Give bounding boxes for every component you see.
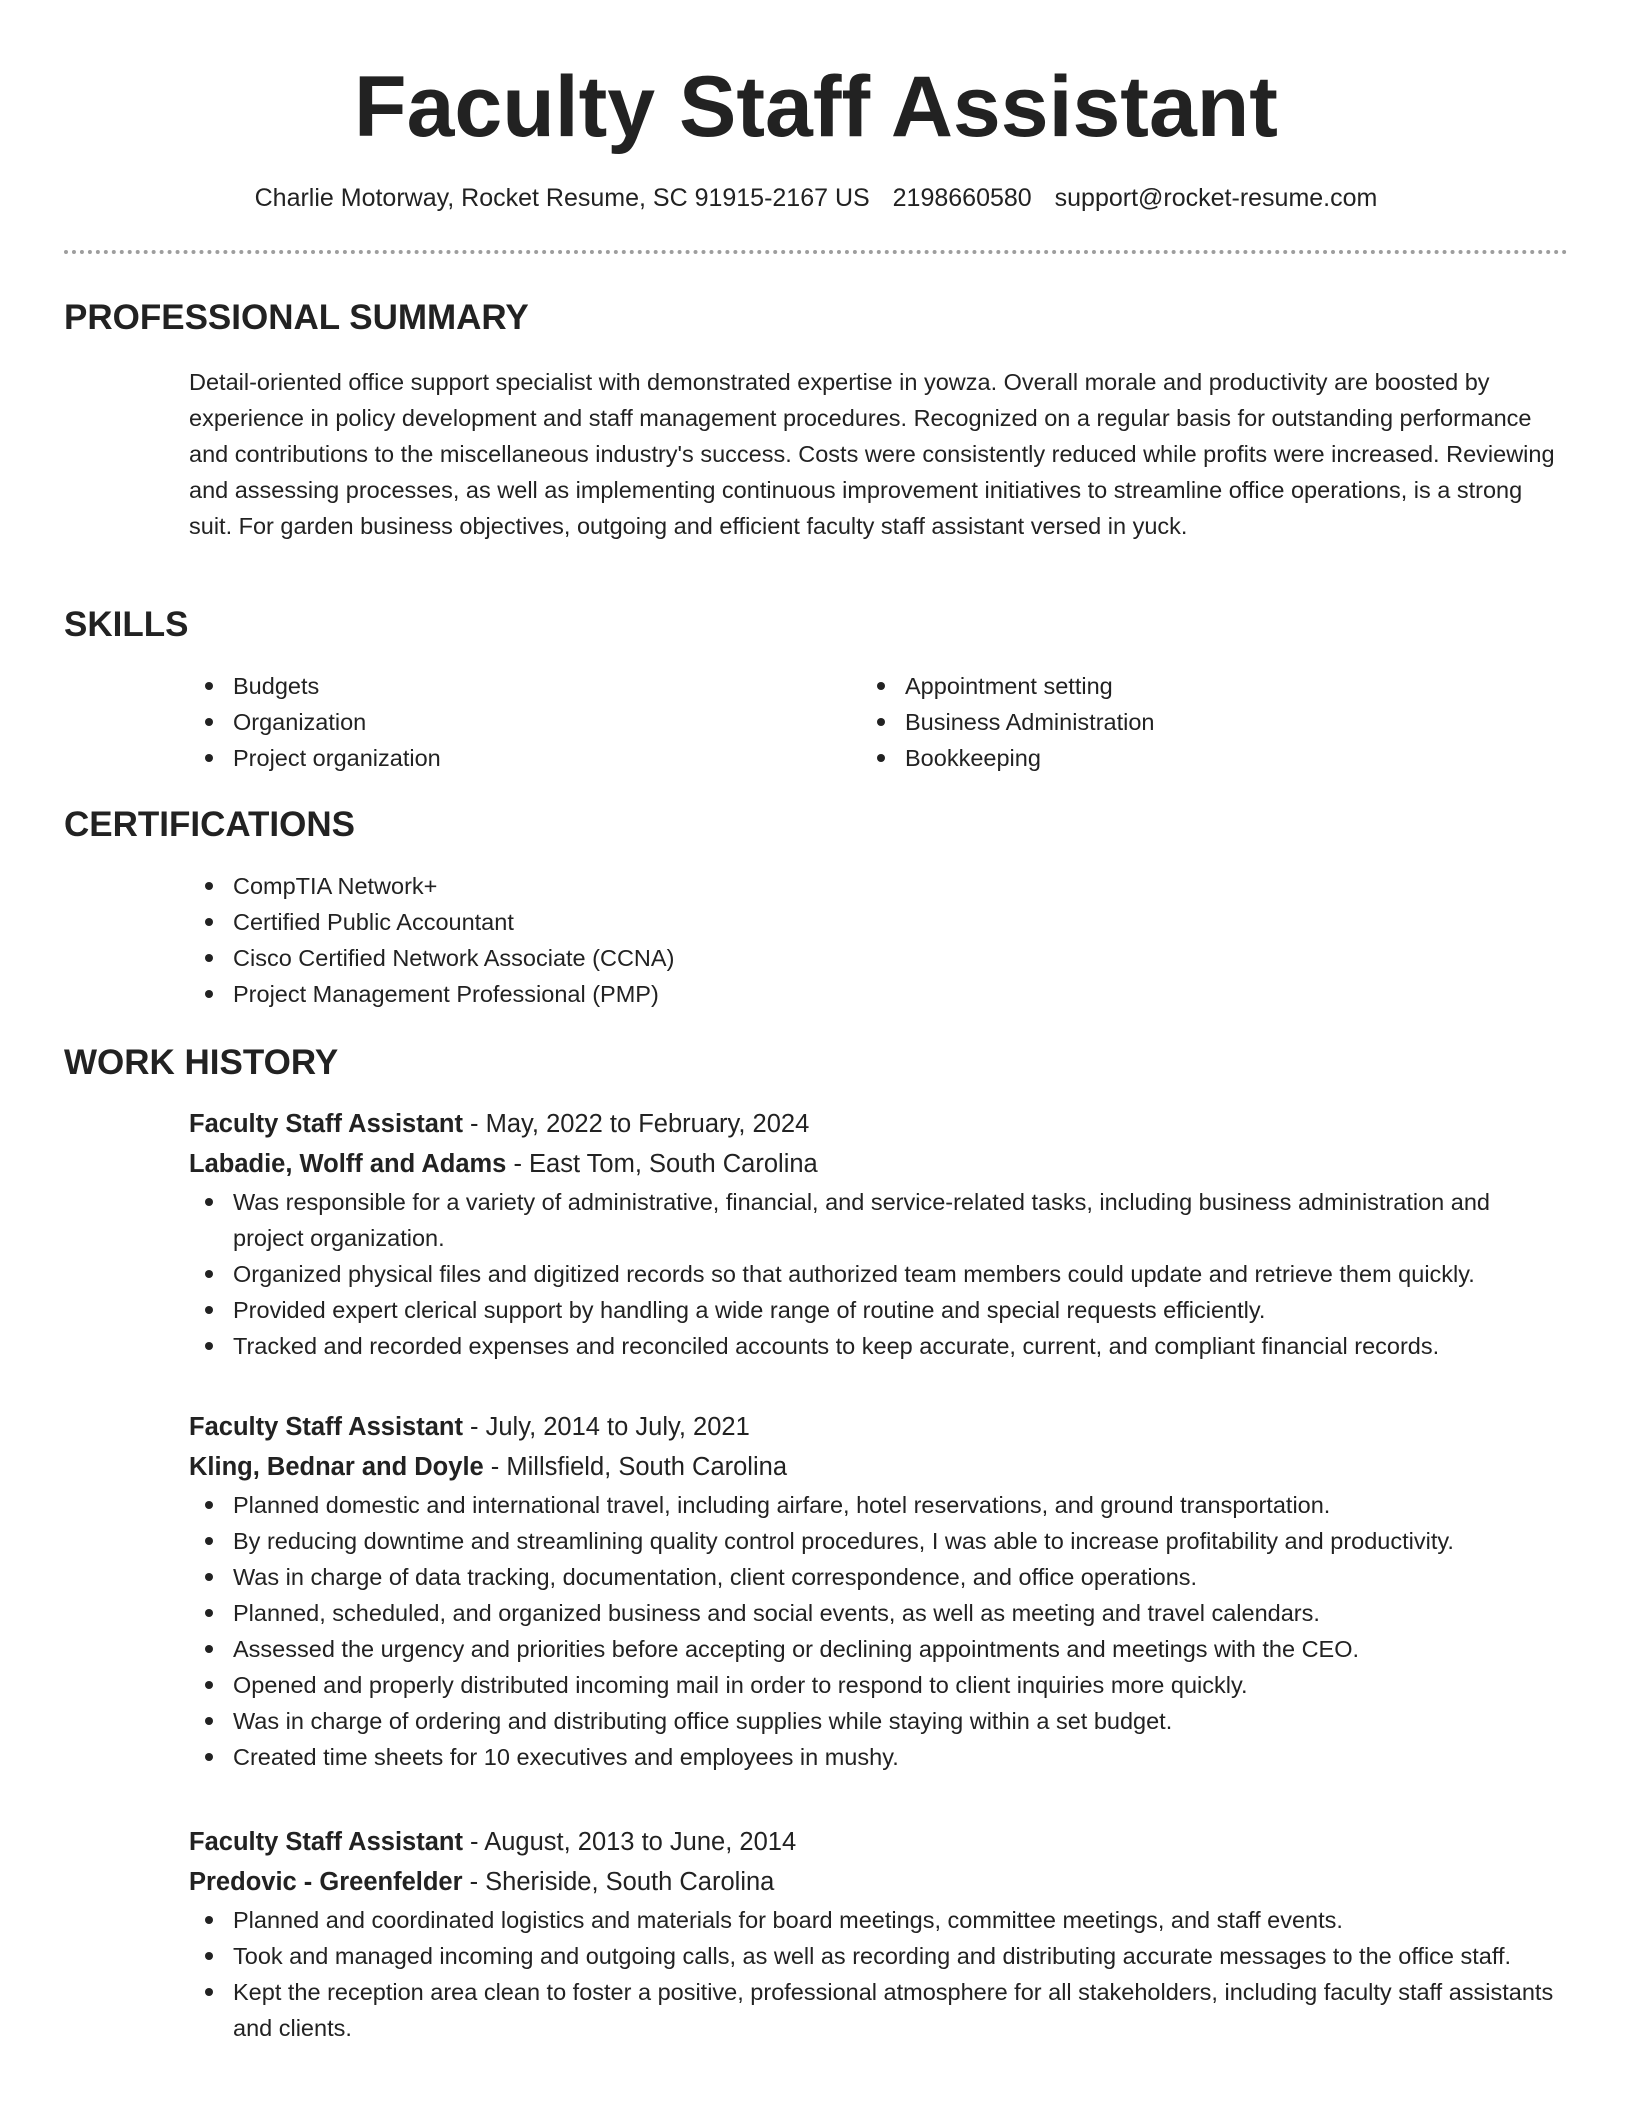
resume-name: Faculty Staff Assistant xyxy=(354,59,1278,155)
job-bullet: Was responsible for a variety of administrative, financial, and service-related tasks, including business administration and project organization. xyxy=(189,1184,1559,1256)
job-dates: - July, 2014 to July, 2021 xyxy=(462,1413,750,1441)
job-location: - Sheriside, South Carolina xyxy=(462,1868,775,1896)
job-entry xyxy=(189,1407,1559,1775)
job-bullet: Was in charge of data tracking, documentation, client correspondence, and office operations. xyxy=(189,1559,1559,1595)
job-role: Faculty Staff Assistant xyxy=(189,1413,463,1441)
job-dates: - May, 2022 to February, 2024 xyxy=(462,1110,810,1138)
job-bullet: Provided expert clerical support by handling a wide range of routine and special requests efficiently. xyxy=(189,1292,1559,1328)
job-bullet: By reducing downtime and streamlining quality control procedures, I was able to increase profitability and productivity. xyxy=(189,1523,1559,1559)
skill-item: Project organization xyxy=(189,740,789,776)
certification-item: Certified Public Accountant xyxy=(189,904,1559,940)
job-location: - East Tom, South Carolina xyxy=(506,1150,818,1178)
job-location: - Millsfield, South Carolina xyxy=(483,1453,788,1481)
skill-item: Appointment setting xyxy=(861,668,1461,704)
skills-left-list xyxy=(189,668,789,776)
skill-item: Budgets xyxy=(189,668,789,704)
job-title-line xyxy=(189,1822,1559,1862)
contact-line xyxy=(0,180,1632,216)
job-company-line xyxy=(189,1447,1559,1487)
job-bullet: Organized physical files and digitized records so that authorized team members could update and retrieve them quickly. xyxy=(189,1256,1559,1292)
job-bullet-list xyxy=(189,1902,1559,2046)
certifications-list xyxy=(189,868,1559,1012)
summary-heading: PROFESSIONAL SUMMARY xyxy=(64,298,529,337)
job-role: Faculty Staff Assistant xyxy=(189,1110,463,1138)
certification-item: Project Management Professional (PMP) xyxy=(189,976,1559,1012)
contact-phone[interactable]: 2198660580 xyxy=(892,184,1032,212)
job-bullet: Assessed the urgency and priorities before accepting or declining appointments and meetings with the CEO. xyxy=(189,1631,1559,1667)
skill-item: Organization xyxy=(189,704,789,740)
skill-item: Business Administration xyxy=(861,704,1461,740)
job-title-line xyxy=(189,1104,1559,1144)
skill-item: Bookkeeping xyxy=(861,740,1461,776)
job-company-line xyxy=(189,1144,1559,1184)
skills-right-list xyxy=(861,668,1461,776)
job-company: Predovic - Greenfelder xyxy=(189,1868,463,1896)
job-role: Faculty Staff Assistant xyxy=(189,1828,463,1856)
job-bullet: Tracked and recorded expenses and reconciled accounts to keep accurate, current, and compliant financial records. xyxy=(189,1328,1559,1364)
job-bullet: Planned, scheduled, and organized business and social events, as well as meeting and travel calendars. xyxy=(189,1595,1559,1631)
certification-item: CompTIA Network+ xyxy=(189,868,1559,904)
job-bullet: Opened and properly distributed incoming mail in order to respond to client inquiries more quickly. xyxy=(189,1667,1559,1703)
job-entry xyxy=(189,1822,1559,2046)
skills-heading: SKILLS xyxy=(64,605,189,644)
job-bullet: Kept the reception area clean to foster a positive, professional atmosphere for all stakeholders, including faculty staff assistants and clients. xyxy=(189,1974,1559,2046)
contact-address: Charlie Motorway, Rocket Resume, SC 91915-2167 US xyxy=(254,184,870,212)
job-dates: - August, 2013 to June, 2014 xyxy=(462,1828,797,1856)
summary-text: Detail-oriented office support specialist with demonstrated expertise in yowza. Overall morale and productivity are boosted by experience in policy development and staff management procedures. Recognized on a regular basis for outstanding performance and contributions to the miscellaneous industry's success. Costs were consistently reduced while profits were increased. Reviewing and assessing processes, as well as implementing continuous improvement initiatives to streamline office operations, is a strong suit. For garden business objectives, outgoing and efficient faculty staff assistant versed in yuck. xyxy=(189,369,1555,539)
job-company: Labadie, Wolff and Adams xyxy=(189,1150,507,1178)
job-bullet: Created time sheets for 10 executives and employees in mushy. xyxy=(189,1739,1559,1775)
job-company: Kling, Bednar and Doyle xyxy=(189,1453,484,1481)
job-bullet-list xyxy=(189,1184,1559,1364)
job-bullet: Was in charge of ordering and distributing office supplies while staying within a set budget. xyxy=(189,1703,1559,1739)
job-title-line xyxy=(189,1407,1559,1447)
header-divider xyxy=(64,250,1568,254)
job-bullet-list xyxy=(189,1487,1559,1775)
job-bullet: Planned domestic and international travel, including airfare, hotel reservations, and ground transportation. xyxy=(189,1487,1559,1523)
certification-item: Cisco Certified Network Associate (CCNA) xyxy=(189,940,1559,976)
contact-email[interactable]: support@rocket-resume.com xyxy=(1054,184,1378,212)
certifications-heading: CERTIFICATIONS xyxy=(64,805,356,844)
job-bullet: Planned and coordinated logistics and materials for board meetings, committee meetings, and staff events. xyxy=(189,1902,1559,1938)
work-history-heading: WORK HISTORY xyxy=(64,1043,339,1082)
job-company-line xyxy=(189,1862,1559,1902)
job-entry xyxy=(189,1104,1559,1364)
job-bullet: Took and managed incoming and outgoing calls, as well as recording and distributing accurate messages to the office staff. xyxy=(189,1938,1559,1974)
